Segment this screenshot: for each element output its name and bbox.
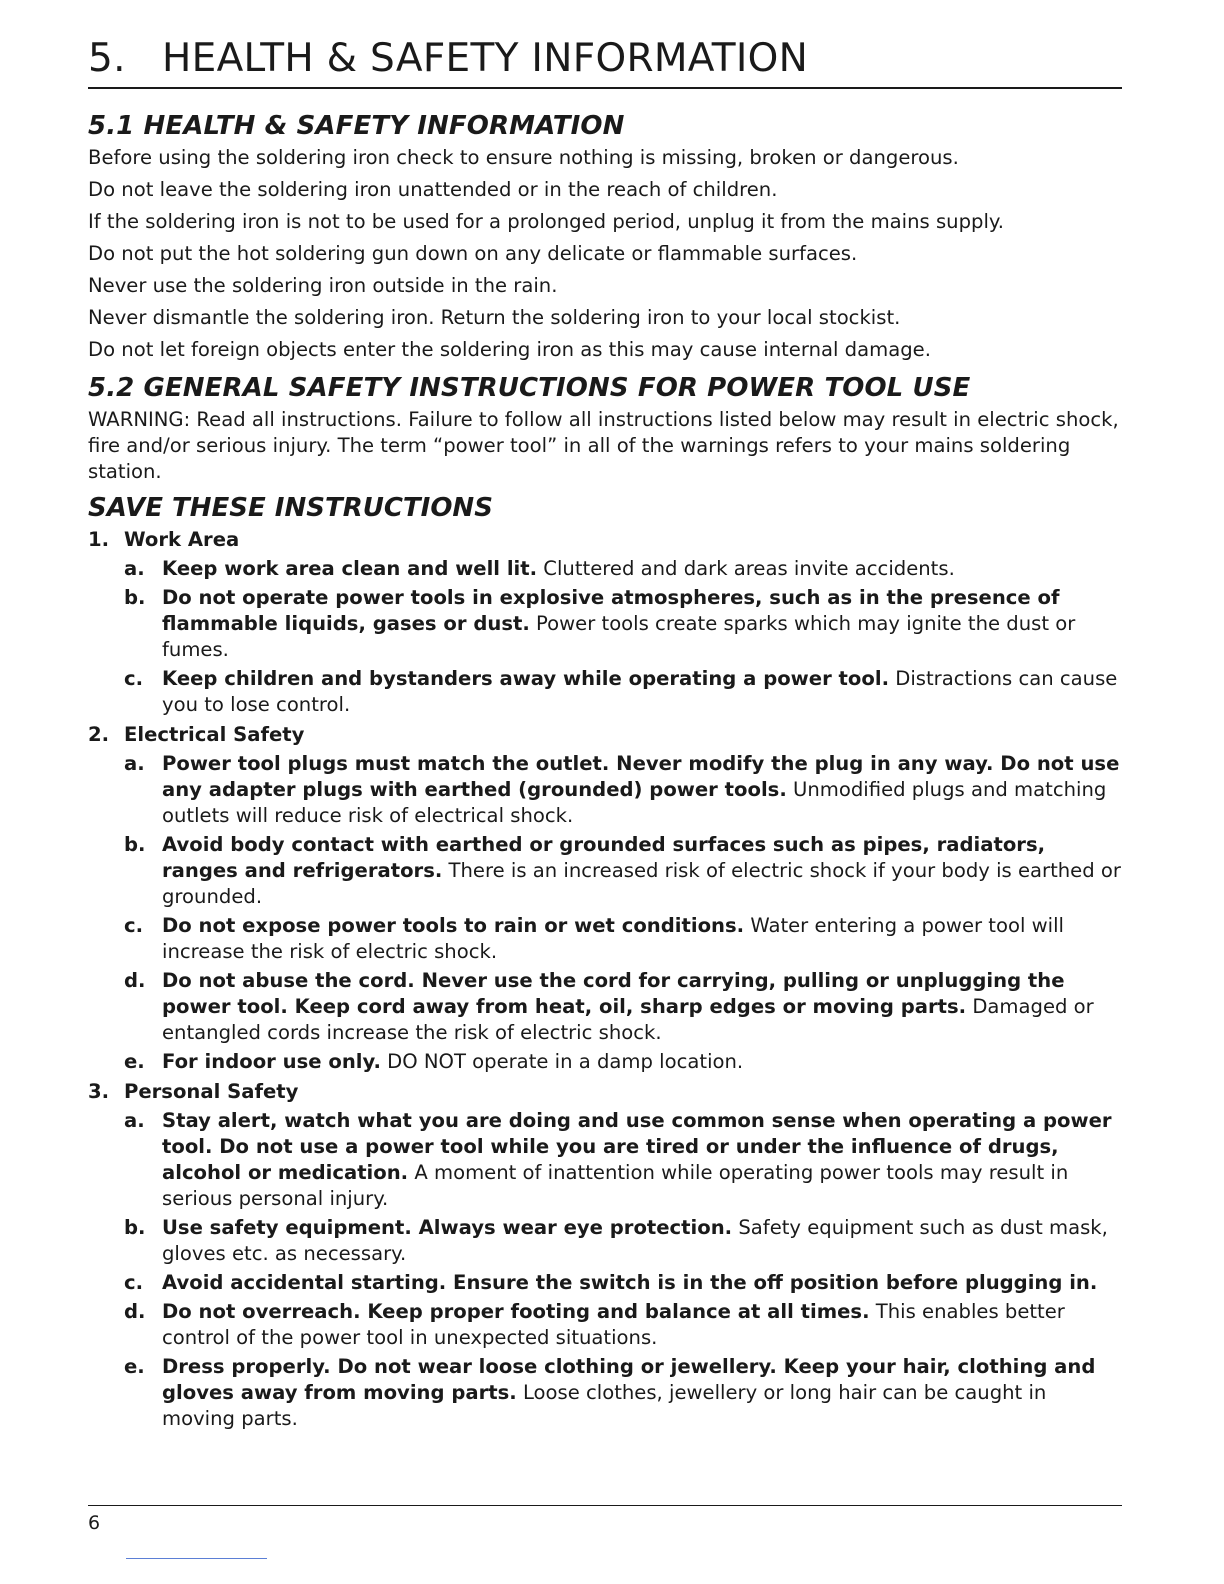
paragraph: Never dismantle the soldering iron. Return the soldering iron to your local stockist. bbox=[88, 306, 901, 329]
group-number: 2. bbox=[88, 723, 110, 746]
safety-group bbox=[88, 1079, 1122, 1432]
paragraph: Do not put the hot soldering gun down on any delicate or flammable surfaces. bbox=[88, 242, 858, 265]
paragraph: Do not leave the soldering iron unattended or in the reach of children. bbox=[88, 178, 778, 201]
list-item: c. Do not expose power tools to rain or wet conditions. Water entering a power tool will increase the risk of electric shock. bbox=[124, 914, 1064, 963]
paragraph: Never use the soldering iron outside in the rain. bbox=[88, 274, 558, 297]
paragraph: If the soldering iron is not to be used for a prolonged period, unplug it from the mains supply. bbox=[88, 210, 1004, 233]
group-title: Electrical Safety bbox=[124, 723, 305, 746]
list-item: b. Use safety equipment. Always wear eye protection. Safety equipment such as dust mask, gloves etc. as necessary. bbox=[124, 1216, 1108, 1265]
list-item: a. Power tool plugs must match the outlet. Never modify the plug in any way. Do not use any adapter plugs with earthed (grounded) power tools. Unmodified plugs and matching outlets will reduce risk of electrical shock. bbox=[124, 752, 1120, 827]
chapter-number: 5. bbox=[88, 36, 126, 81]
paragraph: Before using the soldering iron check to ensure nothing is missing, broken or dangerous. bbox=[88, 146, 959, 169]
paragraph: Do not let foreign objects enter the soldering iron as this may cause internal damage. bbox=[88, 338, 931, 361]
warning-paragraph: WARNING: Read all instructions. Failure to follow all instructions listed below may result in electric shock, fire and/or serious injury. The term “power tool” in all of the warnings refers to your mains soldering station. bbox=[88, 408, 1119, 483]
list-item: b. Do not operate power tools in explosive atmospheres, such as in the presence of flammable liquids, gases or dust. Power tools create sparks which may ignite the dust or fumes. bbox=[124, 586, 1076, 661]
save-instructions-heading: SAVE THESE INSTRUCTIONS bbox=[88, 493, 493, 523]
list-item: a. Stay alert, watch what you are doing and use common sense when operating a power tool. Do not use a power tool while you are tired or under the influence of drugs, alcohol or medication. A moment of inattention while operating power tools may result in serious personal injury. bbox=[124, 1109, 1112, 1210]
group-title: Work Area bbox=[124, 528, 240, 551]
footer-divider bbox=[88, 1505, 1122, 1506]
list-item: d. Do not overreach. Keep proper footing and balance at all times. This enables better control of the power tool in unexpected situations. bbox=[124, 1300, 1065, 1349]
list-item: e. Dress properly. Do not wear loose clothing or jewellery. Keep your hair, clothing and gloves away from moving parts. Loose clothes, jewellery or long hair can be caught in moving parts. bbox=[124, 1355, 1096, 1430]
list-item: d. Do not abuse the cord. Never use the cord for carrying, pulling or unplugging the power tool. Keep cord away from heat, oil, sharp edges or moving parts. Damaged or entangled cords increase the risk of electric shock. bbox=[124, 969, 1094, 1044]
safety-group bbox=[88, 722, 1122, 1075]
list-item: b. Avoid body contact with earthed or grounded surfaces such as pipes, radiators, ranges and refrigerators. There is an increased risk of electric shock if your body is earthed or grounded. bbox=[124, 833, 1121, 908]
group-title: Personal Safety bbox=[124, 1080, 299, 1103]
section-heading-5-2: 5.2 GENERAL SAFETY INSTRUCTIONS FOR POWER TOOL USE bbox=[88, 373, 971, 403]
decorative-line bbox=[126, 1558, 267, 1559]
group-number: 3. bbox=[88, 1080, 110, 1103]
safety-group bbox=[88, 527, 1122, 718]
document-page bbox=[88, 30, 1122, 1436]
list-item: c. Keep children and bystanders away while operating a power tool. Distractions can cause you to lose control. bbox=[124, 667, 1118, 716]
page-number: 6 bbox=[88, 1512, 101, 1534]
section-5-1-body bbox=[88, 145, 1122, 363]
list-item: e. For indoor use only. DO NOT operate in a damp location. bbox=[124, 1050, 744, 1073]
group-number: 1. bbox=[88, 528, 110, 551]
section-heading-5-1: 5.1 HEALTH & SAFETY INFORMATION bbox=[88, 111, 625, 141]
chapter-title-text: HEALTH & SAFETY INFORMATION bbox=[162, 36, 809, 81]
chapter-title bbox=[88, 30, 1122, 89]
safety-groups bbox=[88, 527, 1122, 1432]
list-item: c. Avoid accidental starting. Ensure the switch is in the off position before plugging in. bbox=[124, 1271, 1098, 1294]
list-item: a. Keep work area clean and well lit. Cluttered and dark areas invite accidents. bbox=[124, 557, 955, 580]
